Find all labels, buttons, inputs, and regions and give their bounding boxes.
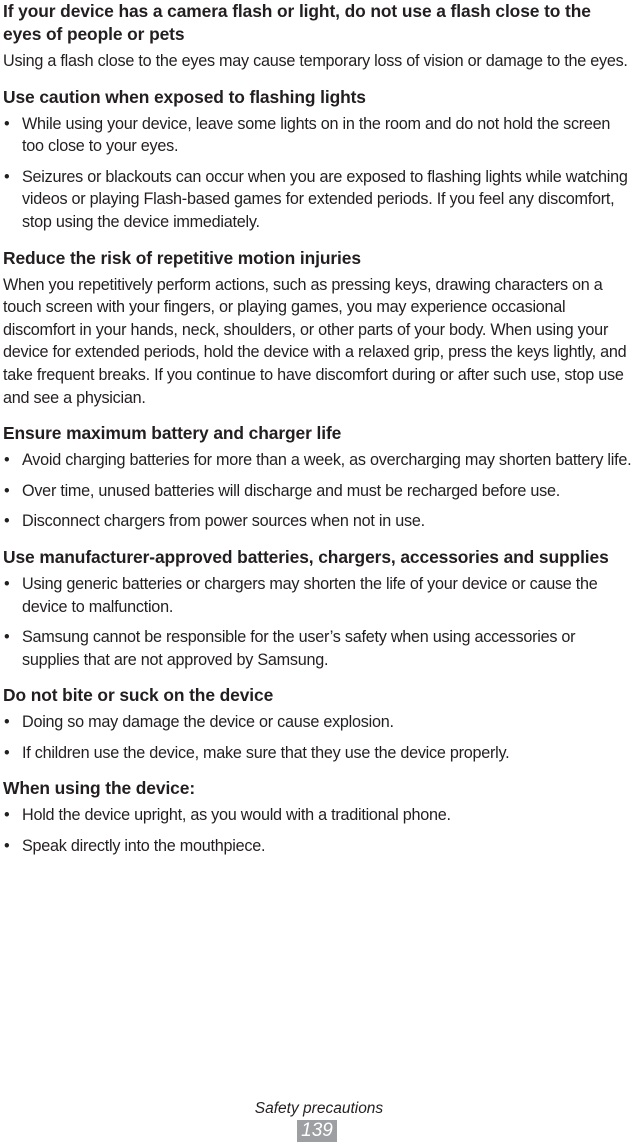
bullet-icon: • (4, 713, 10, 732)
bullet-icon: • (4, 574, 10, 593)
bullet-list (3, 711, 633, 764)
bullet-icon: • (4, 628, 10, 647)
section-heading: Use caution when exposed to flashing lights (3, 86, 366, 107)
section-paragraph: When you repetitively perform actions, such as pressing keys, drawing characters on a touch screen with your fingers, or playing games, you may experience occasional discomfort in your hands, neck, shoulders, or other parts of your body. When using your device for extended periods, hold the device with a relaxed grip, press the keys lightly, and take frequent breaks. If you continue to have discomfort during or after such use, stop use and see a physician. (3, 275, 627, 407)
section-battery-life (3, 422, 633, 533)
list-item: • Hold the device upright, as you would with a traditional phone. (3, 804, 633, 827)
list-item: • Doing so may damage the device or cause explosion. (3, 711, 633, 734)
bullet-list (3, 573, 633, 671)
section-camera-flash (3, 0, 633, 73)
list-item: • Over time, unused batteries will discharge and must be recharged before use. (3, 480, 633, 503)
page-number-badge: 139 (297, 1120, 337, 1142)
bullet-icon: • (4, 743, 10, 762)
section-heading: When using the device: (3, 778, 196, 799)
section-flashing-lights (3, 86, 633, 234)
section-when-using (3, 777, 633, 857)
bullet-list (3, 804, 633, 857)
list-item: • Disconnect chargers from power sources when not in use. (3, 510, 633, 533)
section-heading: Reduce the risk of repetitive motion injuries (3, 247, 361, 268)
section-heading: Do not bite or suck on the device (3, 685, 274, 706)
bullet-icon: • (4, 837, 10, 856)
list-item: • Speak directly into the mouthpiece. (3, 835, 633, 858)
section-heading: Use manufacturer-approved batteries, chargers, accessories and supplies (3, 546, 609, 567)
section-repetitive-motion (3, 247, 633, 410)
bullet-icon: • (4, 512, 10, 531)
list-item: • Seizures or blackouts can occur when you are exposed to flashing lights while watching videos or playing Flash-based games for extended periods. If you feel any discomfort, stop using the device immediately. (4, 167, 628, 231)
list-item: • If children use the device, make sure that they use the device properly. (3, 742, 633, 765)
list-item: • While using your device, leave some lights on in the room and do not hold the screen too close to your eyes. (4, 114, 611, 156)
section-paragraph: Using a flash close to the eyes may cause temporary loss of vision or damage to the eyes. (3, 52, 628, 70)
section-heading: Ensure maximum battery and charger life (3, 423, 342, 444)
bullet-icon: • (4, 451, 10, 470)
footer-section-label: Safety precautions (254, 1100, 384, 1117)
bullet-icon: • (4, 481, 10, 500)
bullet-list (3, 113, 633, 234)
section-do-not-bite (3, 684, 633, 764)
list-item: • Using generic batteries or chargers may shorten the life of your device or cause the device to malfunction. (4, 574, 598, 616)
page-content (3, 0, 633, 858)
bullet-icon: • (4, 167, 10, 186)
section-heading: If your device has a camera flash or light, do not use a flash close to the eyes of people or pets (3, 1, 591, 44)
section-approved-accessories (3, 546, 633, 671)
bullet-icon: • (4, 806, 10, 825)
bullet-icon: • (4, 114, 10, 133)
list-item: • Samsung cannot be responsible for the user’s safety when using accessories or supplies that are not approved by Samsung. (4, 628, 576, 669)
list-item: • Avoid charging batteries for more than a week, as overcharging may shorten battery life. (3, 449, 633, 472)
bullet-list (3, 449, 633, 533)
page-footer (0, 1099, 634, 1142)
